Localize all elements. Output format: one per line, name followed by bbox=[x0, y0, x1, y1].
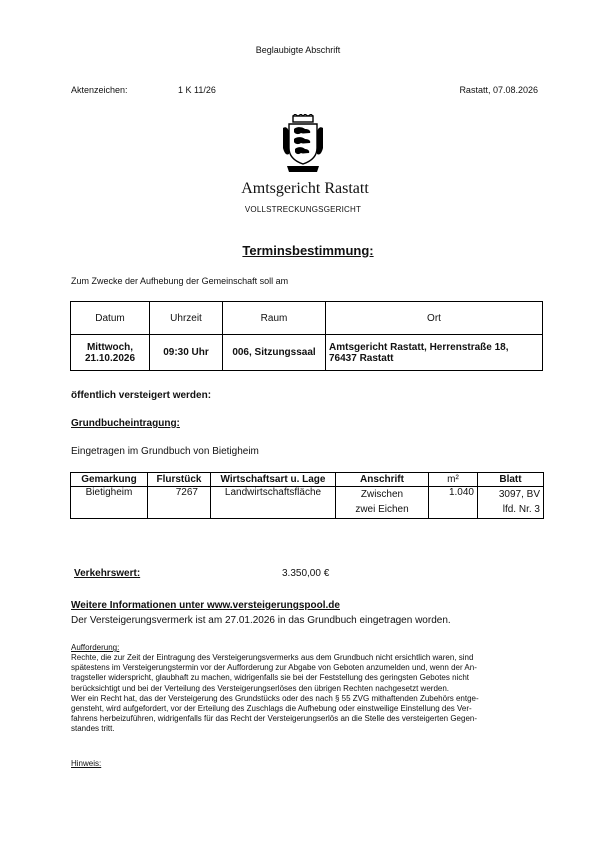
gb-anschrift bbox=[336, 487, 429, 519]
termin-datum bbox=[71, 335, 150, 371]
gb-blatt-line2: lfd. Nr. 3 bbox=[502, 504, 540, 515]
verkehrswert-value: 3.350,00 € bbox=[282, 568, 330, 579]
gb-anschrift-line2: zwei Eichen bbox=[355, 504, 409, 515]
aktenzeichen-value: 1 K 11/26 bbox=[178, 85, 216, 95]
court-name: Amtsgericht Rastatt bbox=[241, 180, 369, 197]
grundbuch-table bbox=[70, 472, 544, 519]
hinweis-heading: Hinweis: bbox=[71, 759, 102, 768]
aufforderung-line: standes tritt. bbox=[71, 724, 115, 734]
gb-flurstueck: 7267 bbox=[148, 487, 211, 519]
header-datum: Datum bbox=[71, 302, 150, 335]
gb-blatt bbox=[478, 487, 544, 519]
termin-header-row bbox=[71, 302, 543, 335]
aufforderung-line: tragsteller widerspricht, glaubhaft zu machen, widrigenfalls sie bei der Feststellung des geringsten Gebotes nicht bbox=[71, 673, 469, 683]
versteigert-text: öffentlich versteigert werden: bbox=[71, 390, 212, 401]
aufforderung-line: Wer ein Recht hat, das der Versteigerung des Grundstücks oder des nach § 55 ZVG mithaftenden Zubehörs entge- bbox=[71, 693, 479, 703]
aufforderung-line: berücksichtigt und bei der Verteilung des Versteigerungserlöses den übrigen Rechten nachgesetzt werden. bbox=[71, 683, 450, 693]
termin-datum-line1: Mittwoch, bbox=[86, 341, 134, 353]
court-department: VOLLSTRECKUNGSGERICHT bbox=[244, 205, 362, 214]
aufforderung-line: fahrens herbeizuführen, widrigenfalls für das Recht der Versteigerungserlös an die Stelle des versteigerten Gegen- bbox=[71, 714, 478, 724]
aufforderung-line: spätestens im Versteigerungstermin vor der Aufforderung zur Abgabe von Geboten anzumelden und, wenn der An- bbox=[71, 663, 477, 673]
termin-raum: 006, Sitzungssaal bbox=[223, 335, 326, 371]
grundbuch-header-row bbox=[71, 473, 544, 487]
gb-header-flurstueck: Flurstück bbox=[148, 473, 211, 487]
coat-of-arms-icon bbox=[281, 114, 325, 176]
aufforderung-body bbox=[71, 653, 551, 735]
gb-header-m2: m² bbox=[429, 473, 478, 487]
gb-header-gemarkung: Gemarkung bbox=[71, 473, 148, 487]
vermerk-text: Der Versteigerungsvermerk ist am 27.01.2026 in das Grundbuch eingetragen worden. bbox=[71, 615, 451, 626]
aufforderung-line: gensteht, wird aufgefordert, vor der Erteilung des Zuschlags die Aufhebung oder einstweilige Einstellung des Ver- bbox=[71, 704, 472, 714]
gb-header-wirtschaftsart: Wirtschaftsart u. Lage bbox=[211, 473, 336, 487]
grundbuch-eingetragen: Eingetragen im Grundbuch von Bietigheim bbox=[71, 446, 259, 457]
gb-wirtschaftsart: Landwirtschaftsfläche bbox=[211, 487, 336, 519]
termin-datum-line2: 21.10.2026 bbox=[84, 352, 136, 364]
gb-m2: 1.040 bbox=[429, 487, 478, 519]
termin-table bbox=[70, 301, 543, 371]
aufforderung-heading: Aufforderung: bbox=[71, 643, 120, 652]
termin-row bbox=[71, 335, 543, 371]
gb-anschrift-line1: Zwischen bbox=[360, 489, 404, 500]
termin-ort-line2: 76437 Rastatt bbox=[329, 352, 394, 364]
intro-text: Zum Zwecke der Aufhebung der Gemeinschaft soll am bbox=[71, 276, 289, 286]
header-ort: Ort bbox=[326, 302, 543, 335]
aktenzeichen-label: Aktenzeichen: bbox=[71, 85, 128, 95]
termin-ort bbox=[326, 335, 543, 371]
header-raum: Raum bbox=[223, 302, 326, 335]
heading-terminsbestimmung: Terminsbestimmung: bbox=[242, 243, 374, 258]
document-title: Beglaubigte Abschrift bbox=[255, 45, 341, 55]
verkehrswert-label: Verkehrswert: bbox=[74, 568, 141, 579]
gb-blatt-line1: 3097, BV bbox=[498, 489, 540, 500]
place-date: Rastatt, 07.08.2026 bbox=[459, 85, 538, 95]
weitere-info-link[interactable]: Weitere Informationen unter www.versteigerungspool.de bbox=[71, 600, 340, 611]
gb-gemarkung: Bietigheim bbox=[71, 487, 148, 519]
termin-uhrzeit: 09:30 Uhr bbox=[150, 335, 223, 371]
aufforderung-line: Rechte, die zur Zeit der Eintragung des Versteigerungsvermerks aus dem Grundbuch nicht ersichtlich waren, sind bbox=[71, 653, 474, 662]
termin-ort-line1: Amtsgericht Rastatt, Herrenstraße 18, bbox=[329, 341, 509, 353]
grundbuch-row bbox=[71, 487, 544, 519]
gb-header-anschrift: Anschrift bbox=[336, 473, 429, 487]
grundbuch-heading: Grundbucheintragung: bbox=[71, 418, 180, 429]
header-uhrzeit: Uhrzeit bbox=[150, 302, 223, 335]
gb-header-blatt: Blatt bbox=[478, 473, 544, 487]
